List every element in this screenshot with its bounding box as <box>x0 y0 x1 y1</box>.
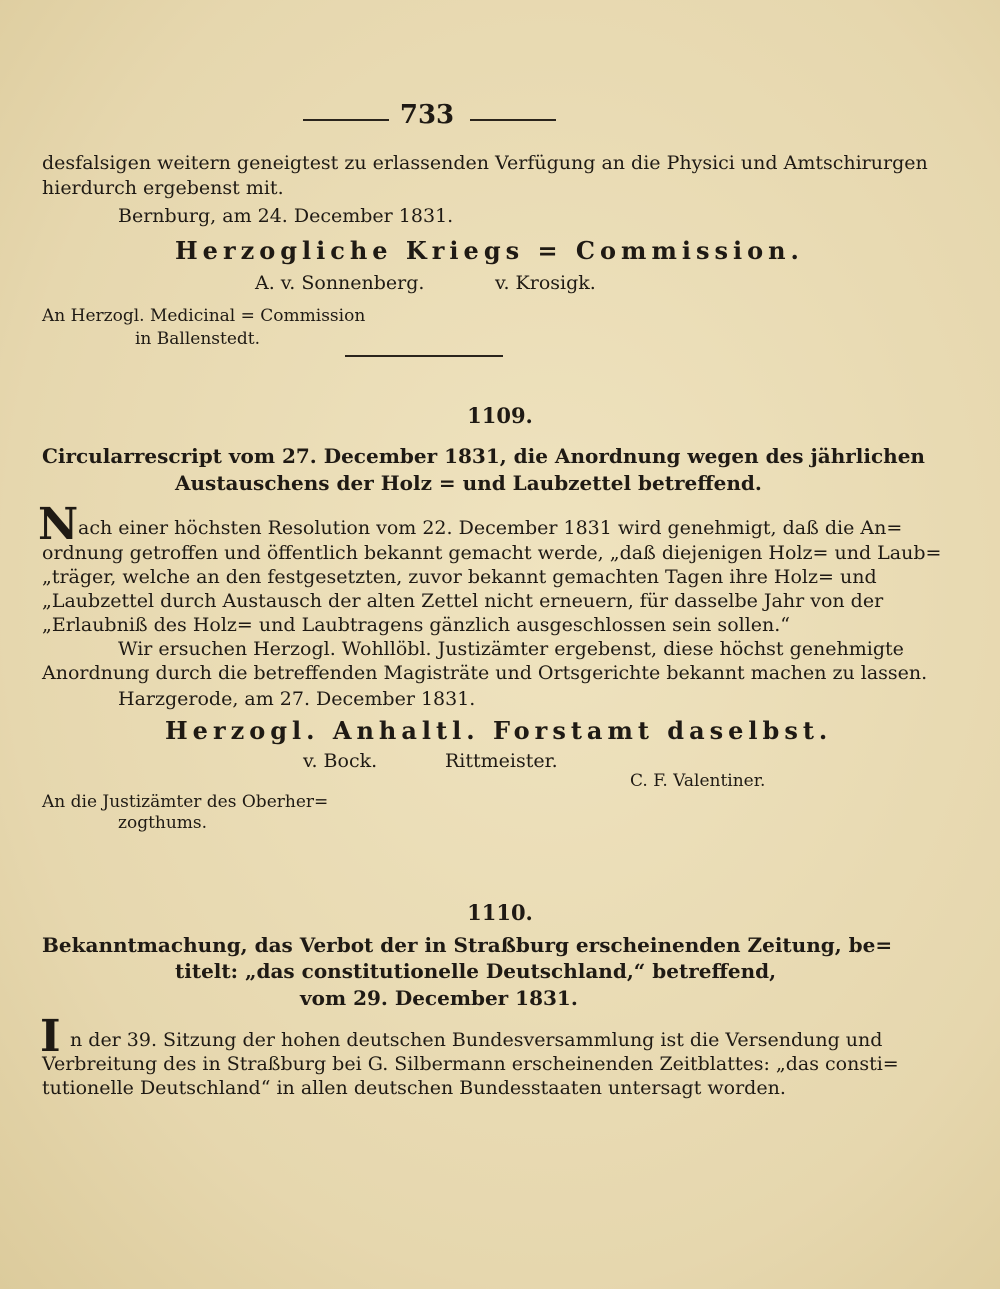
signatory: A. v. Sonnenberg. <box>255 272 425 294</box>
header-rule-left <box>303 119 389 121</box>
section-number: 1109. <box>467 403 533 428</box>
place-date: Bernburg, am 24. December 1831. <box>118 205 454 227</box>
place-date: Harzgerode, am 27. December 1831. <box>118 688 476 710</box>
section-title: Austauschens der Holz = und Laubzettel betreffend. <box>175 471 762 495</box>
addressee: zogthums. <box>118 813 208 833</box>
issuing-authority: Herzogliche Kriegs = Commission. <box>175 236 804 265</box>
text-line: hierdurch ergebenst mit. <box>42 177 284 199</box>
signatory: v. Bock. <box>303 750 378 772</box>
issuing-authority: Herzogl. Anhaltl. Forstamt daselbst. <box>165 716 833 745</box>
dropcap: N <box>38 499 79 550</box>
text-line: „Erlaubniß des Holz= und Laubtragens gänzlich ausgeschlossen sein sollen.“ <box>42 614 791 636</box>
section-separator <box>345 355 503 357</box>
signatory: C. F. Valentiner. <box>630 771 766 791</box>
section-title: vom 29. December 1831. <box>300 986 578 1010</box>
text-line: desfalsigen weitern geneigtest zu erlassenden Verfügung an die Physici und Amtschirurgen <box>42 152 928 174</box>
text-line: ach einer höchsten Resolution vom 22. December 1831 wird genehmigt, daß die An= <box>78 517 903 539</box>
text-line: n der 39. Sitzung der hohen deutschen Bundesversammlung ist die Versendung und <box>70 1029 883 1051</box>
section-title: Bekanntmachung, das Verbot der in Straßburg erscheinenden Zeitung, be= <box>42 933 893 957</box>
signatory: Rittmeister. <box>445 750 558 772</box>
header-rule-right <box>470 119 556 121</box>
text-line: Verbreitung des in Straßburg bei G. Silbermann erscheinenden Zeitblattes: „das consti= <box>42 1053 899 1075</box>
text-line: Anordnung durch die betreffenden Magisträte und Ortsgerichte bekannt machen zu lassen. <box>42 662 928 684</box>
text-line: „träger, welche an den festgesetzten, zuvor bekannt gemachten Tagen ihre Holz= und <box>42 566 877 588</box>
section-title: titelt: „das constitutionelle Deutschland,“ betreffend, <box>175 959 777 983</box>
text-line: Wir ersuchen Herzogl. Wohllöbl. Justizämter ergebenst, diese höchst genehmigte <box>118 638 904 660</box>
section-title: Circularrescript vom 27. December 1831, die Anordnung wegen des jährlichen <box>42 444 925 468</box>
text-line: „Laubzettel durch Austausch der alten Zettel nicht erneuern, für dasselbe Jahr von der <box>42 590 884 612</box>
text-line: tutionelle Deutschland“ in allen deutschen Bundesstaaten untersagt worden. <box>42 1077 786 1099</box>
dropcap: I <box>40 1011 61 1062</box>
text-line: ordnung getroffen und öffentlich bekannt gemacht werde, „daß diejenigen Holz= und Laub= <box>42 542 942 564</box>
page-number: 733 <box>399 100 455 130</box>
section-number: 1110. <box>467 900 533 925</box>
signatory: v. Krosigk. <box>495 272 596 294</box>
addressee: An Herzogl. Medicinal = Commission <box>42 306 366 326</box>
addressee: An die Justizämter des Oberher= <box>42 792 329 812</box>
addressee: in Ballenstedt. <box>135 329 261 349</box>
